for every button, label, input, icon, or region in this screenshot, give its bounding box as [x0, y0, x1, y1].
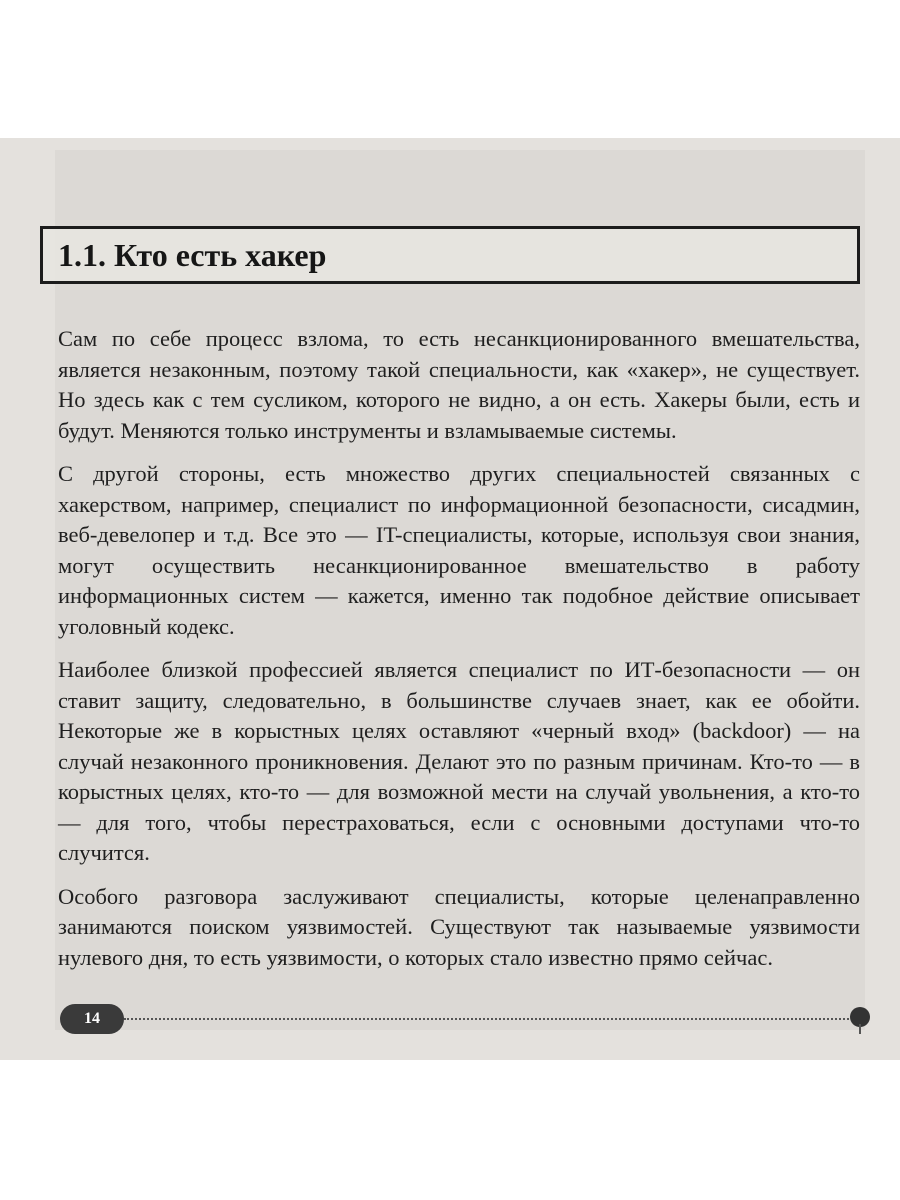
paragraph-1: Сам по себе процесс взлома, то есть несанкционированного вмешательства, является незаконным, поэтому такой специальности, как «хакер», не существует. Но здесь как с тем сусликом, которого не видно, а он есть. Хакеры были, есть и будут. Меняются только инструменты и взламываемые системы. — [58, 326, 860, 443]
book-page — [0, 138, 900, 1060]
paragraph-4: Особого разговора заслуживают специалисты, которые целенаправленно занимаются поиском уязвимостей. Существуют так называемые уязвимости нулевого дня, то есть уязвимости, о которых стало известно прямо сейчас. — [58, 883, 860, 970]
footer-end-tick — [859, 1024, 861, 1034]
page-footer — [60, 1002, 870, 1036]
section-heading: 1.1. Кто есть хакер — [58, 237, 327, 273]
body-text — [58, 324, 860, 986]
section-heading-box — [40, 226, 860, 284]
footer-dotted-line — [124, 1018, 856, 1020]
page-number-badge: 14 — [60, 1004, 124, 1034]
paragraph-2: С другой стороны, есть множество других специальностей связанных с хакерством, например, специалист по информационной безопасности, сисадмин, веб-девелопер и т.д. Все это — IT-специалисты, которые, используя свои знания, могут осуществить несанкционированное вмешательство в работу информационных систем — кажется, именно так подобное действие описывает уголовный кодекс. — [58, 461, 860, 639]
paragraph-3: Наиболее близкой профессией является специалист по ИТ-безопасности — он ставит защиту, следовательно, в большинстве случаев знает, как ее обойти. Некоторые же в корыстных целях оставляют «черный вход» (backdoor) — на случай незаконного проникновения. Делают это по разным причинам. Кто-то — в корыстных целях, кто-то — для возможной мести на случай увольнения, а кто-то — для того, чтобы перестраховаться, если с основными доступами что-то случится. — [58, 657, 860, 865]
